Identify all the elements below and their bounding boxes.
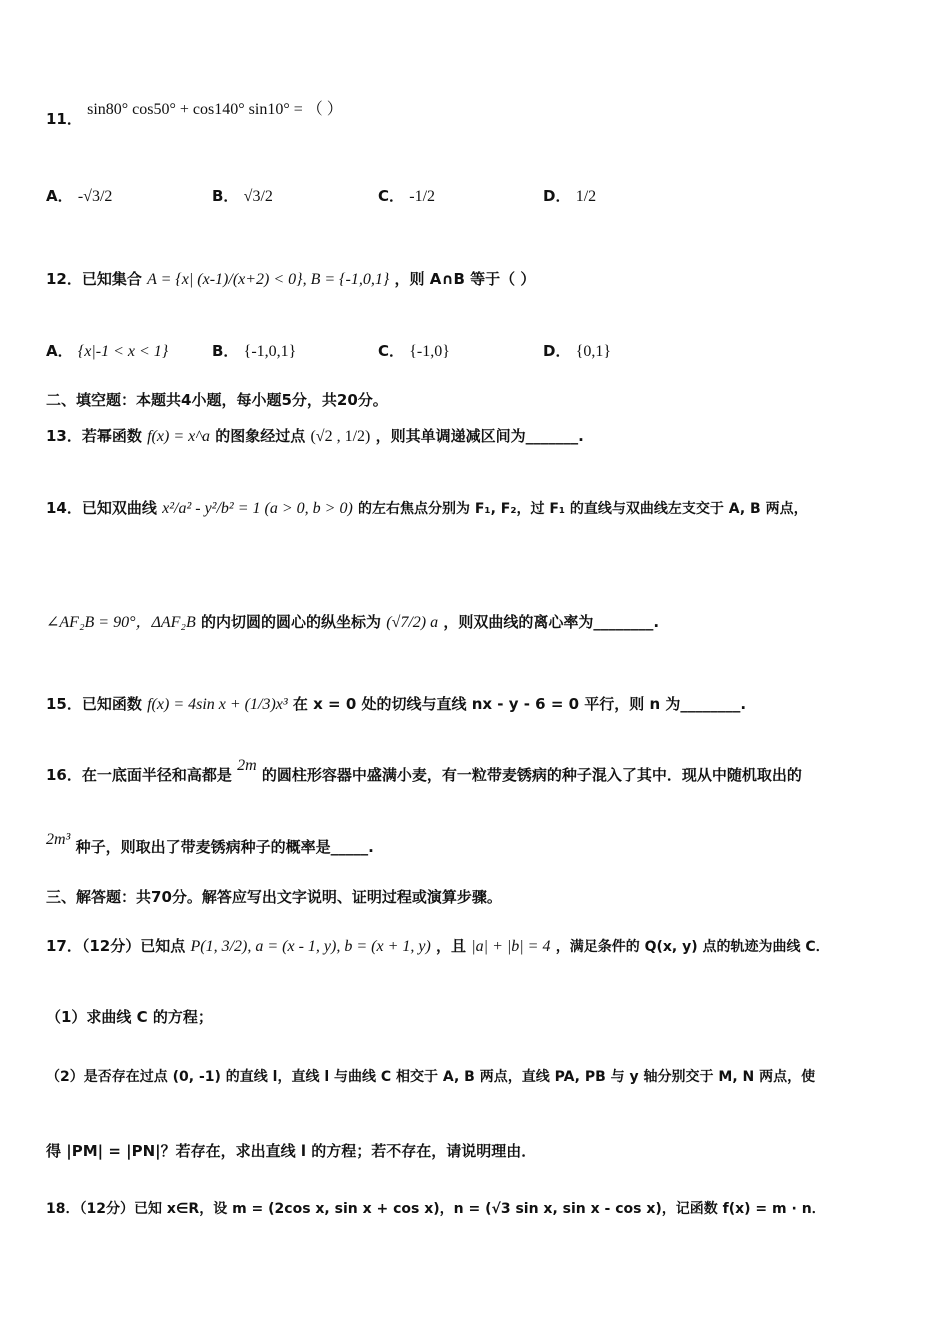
- q12: [46, 268, 535, 289]
- q17-tail: ，满足条件的 Q(x, y) 点的轨迹为曲线 C．: [555, 939, 830, 955]
- q11-option-c: [378, 185, 435, 206]
- option-label: A．: [46, 187, 73, 205]
- option-label: B．: [212, 187, 239, 205]
- q14-angle: ∠AF₂B = 90°，ΔAF₂B: [46, 614, 196, 631]
- q12-option-a: [46, 340, 168, 361]
- q13-point: (√2 , 1/2): [310, 428, 371, 445]
- option-label: C．: [378, 187, 405, 205]
- q14-value: (√7/2) a: [386, 614, 439, 631]
- q13-func: f(x) = x^a: [147, 428, 210, 445]
- q11-option-b: [212, 185, 273, 206]
- q12-tail: ，则 A∩B 等于（ ）: [394, 270, 536, 288]
- option-value: √3/2: [243, 188, 273, 205]
- q15-prefix: 15．已知函数: [46, 695, 142, 713]
- q17-part2-line1: （2）是否存在过点 (0, -1) 的直线 l，直线 l 与曲线 C 相交于 A, B 两点，直线 PA, PB 与 y 轴分别交于 M, N 两点，使: [46, 1069, 816, 1085]
- q18: 18．（12分）已知 x∈R，设 m = (2cos x, sin x + cos x)，n = (√3 sin x, sin x - cos x)，记函数 f(x) = m · n．: [46, 1201, 826, 1217]
- option-value: {-1,0}: [409, 343, 450, 360]
- q15: [46, 693, 746, 714]
- q11: [46, 101, 343, 129]
- q17-part2-line2: 得 |PM| = |PN|？若存在，求出直线 l 的方程；若不存在，请说明理由．: [46, 1142, 537, 1160]
- q13-prefix: 13．若幂函数: [46, 427, 142, 445]
- option-label: C．: [378, 342, 405, 360]
- q11-expr: sin80° cos50° + cos140° sin10° = （ ）: [87, 101, 343, 118]
- q17: [46, 935, 830, 956]
- q11-option-a: [46, 185, 112, 206]
- q13-mid: 的图象经过点: [215, 427, 306, 445]
- q17-condition: |a| + |b| = 4: [471, 938, 551, 955]
- q17-part1: （1）求曲线 C 的方程；: [46, 1008, 213, 1026]
- q16-line1: [46, 757, 802, 785]
- q15-tail: 在 x = 0 处的切线与直线 nx - y - 6 = 0 平行，则 n 为________.: [292, 695, 747, 713]
- q14-mid: 的内切圆的圆心的纵坐标为: [201, 613, 382, 631]
- q16-line2: [46, 831, 374, 857]
- q14-line1: [46, 497, 808, 518]
- q12-num: 12．已知集合: [46, 270, 142, 288]
- q14-prefix: 14．已知双曲线: [46, 499, 157, 517]
- q14-tail2: ，则双曲线的离心率为________.: [443, 613, 660, 631]
- q15-func: f(x) = 4sin x + (1/3)x³: [147, 696, 288, 713]
- q17-values: P(1, 3/2), a = (x - 1, y), b = (x + 1, y): [190, 938, 431, 955]
- option-label: D．: [543, 187, 571, 205]
- q14-equation: x²/a² - y²/b² = 1 (a > 0, b > 0): [162, 500, 353, 517]
- section-3-heading: 三、解答题：共70分。解答应写出文字说明、证明过程或演算步骤。: [46, 888, 502, 906]
- q12-option-c: [378, 340, 450, 361]
- option-value: 1/2: [575, 188, 597, 205]
- option-label: A．: [46, 342, 73, 360]
- option-value: {0,1}: [575, 343, 612, 360]
- q16-tail: 的圆柱形容器中盛满小麦，有一粒带麦锈病的种子混入了其中．现从中随机取出的: [261, 766, 802, 784]
- q13: [46, 425, 584, 446]
- q13-tail: ，则其单调递减区间为_______.: [375, 427, 584, 445]
- q11-option-d: [543, 185, 596, 206]
- q16-prefix: 16．在一底面半径和高都是: [46, 766, 232, 784]
- option-label: D．: [543, 342, 571, 360]
- option-value: -√3/2: [77, 188, 113, 205]
- q11-num: 11．: [46, 110, 82, 128]
- q14-line2: [46, 609, 659, 632]
- q16-tail2: 种子，则取出了带麦锈病种子的概率是_____.: [75, 838, 374, 856]
- option-value: -1/2: [409, 188, 436, 205]
- q14-tail: 的左右焦点分别为 F₁, F₂，过 F₁ 的直线与双曲线左支交于 A, B 两点，: [358, 501, 808, 517]
- q12-option-d: [543, 340, 611, 361]
- q17-prefix: 17．（12分）已知点: [46, 937, 186, 955]
- option-value: {-1,0,1}: [243, 343, 297, 360]
- q17-mid: ，且: [436, 937, 467, 955]
- section-2-heading: 二、填空题：本题共4小题，每小题5分，共20分。: [46, 391, 388, 409]
- q12-option-b: [212, 340, 296, 361]
- option-value: {x|-1 < x < 1}: [77, 343, 169, 360]
- q16-value2: 2m³: [46, 831, 71, 848]
- q12-sets: A = {x| (x-1)/(x+2) < 0}, B = {-1,0,1}: [147, 271, 390, 288]
- option-label: B．: [212, 342, 239, 360]
- q16-value: 2m: [237, 757, 257, 774]
